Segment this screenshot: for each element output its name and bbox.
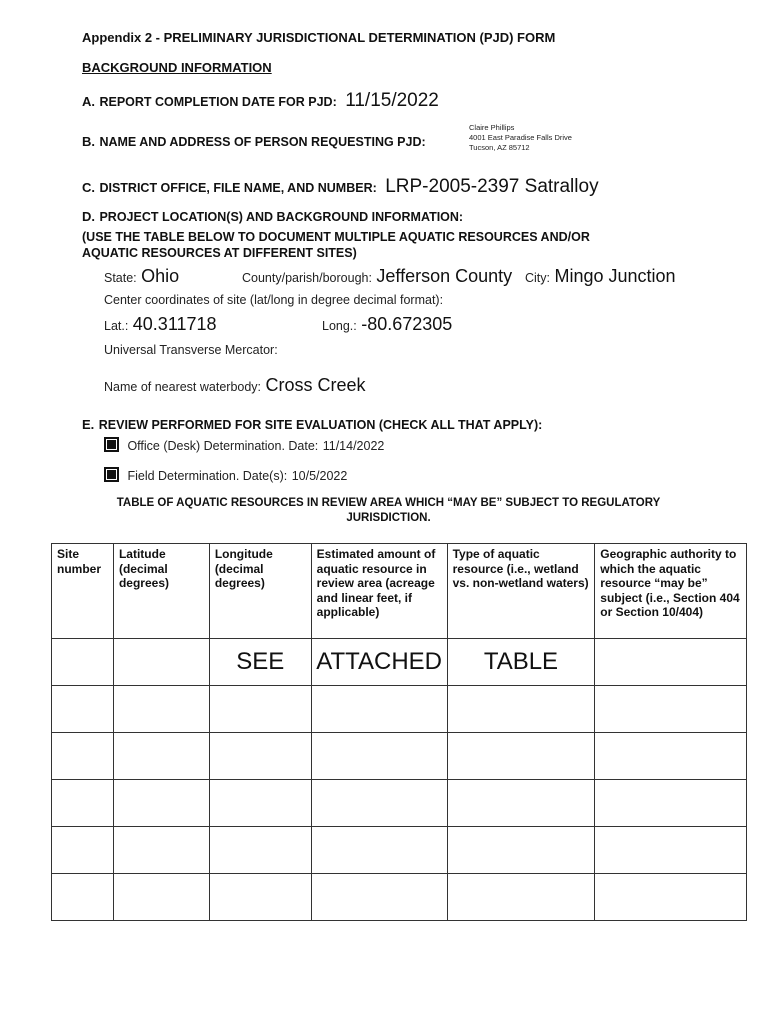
table-cell[interactable] [52, 733, 114, 780]
lat-label: Lat.: [104, 319, 129, 333]
table-cell[interactable] [52, 686, 114, 733]
table-cell[interactable] [595, 733, 747, 780]
table-cell[interactable] [595, 874, 747, 921]
section-d-note-line1: (USE THE TABLE BELOW TO DOCUMENT MULTIPLE AQUATIC RESOURCES AND/OR [82, 230, 590, 244]
section-c [82, 176, 599, 198]
table-row [52, 686, 747, 733]
table-cell[interactable]: TABLE [447, 639, 595, 686]
field-determination-row [104, 467, 347, 485]
state-label: State: [104, 271, 137, 285]
table-cell[interactable] [209, 780, 311, 827]
table-cell[interactable] [52, 639, 114, 686]
county-field[interactable]: Jefferson County [376, 266, 513, 286]
report-date-field[interactable]: 11/15/2022 [345, 90, 439, 111]
table-cell[interactable] [209, 874, 311, 921]
requester-name-address-field[interactable] [469, 123, 572, 153]
table-cell[interactable] [52, 874, 114, 921]
field-determination-checkbox[interactable] [104, 467, 119, 482]
lat-field[interactable]: 40.311718 [132, 314, 217, 334]
waterbody-field[interactable]: Cross Creek [265, 375, 366, 395]
table-title-line1: TABLE OF AQUATIC RESOURCES IN REVIEW AREA WHICH “MAY BE” SUBJECT TO REGULATORY [116, 497, 661, 509]
city-field[interactable]: Mingo Junction [554, 266, 676, 286]
table-cell[interactable] [311, 827, 447, 874]
table-cell[interactable] [311, 733, 447, 780]
requester-name: Claire Phillips [469, 123, 515, 132]
center-coordinates-label: Center coordinates of site (lat/long in degree decimal format): [104, 293, 444, 307]
office-determination-row [104, 437, 384, 455]
header-geographic-authority: Geographic authority to which the aquatic resource “may be” subject (i.e., Section 404 or Section 10/404) [595, 544, 747, 639]
header-site-number: Site number [52, 544, 114, 639]
header-latitude: Latitude (decimal degrees) [113, 544, 209, 639]
section-d-label: PROJECT LOCATION(S) AND BACKGROUND INFORMATION: [99, 210, 464, 224]
section-a-label: REPORT COMPLETION DATE FOR PJD: [99, 95, 337, 109]
requester-street: 4001 East Paradise Falls Drive [469, 133, 572, 142]
section-d [82, 208, 463, 226]
section-c-letter: C. [82, 180, 95, 195]
table-cell[interactable]: ATTACHED [311, 639, 447, 686]
waterbody-row [104, 375, 366, 396]
office-determination-label: Office (Desk) Determination. Date: [127, 439, 319, 453]
table-cell[interactable] [447, 686, 595, 733]
table-header-row [52, 544, 747, 639]
header-estimated-amount: Estimated amount of aquatic resource in review area (acreage and linear feet, if applicable) [311, 544, 447, 639]
table-row [52, 827, 747, 874]
table-cell[interactable] [311, 686, 447, 733]
table-cell[interactable] [113, 733, 209, 780]
table-cell[interactable] [209, 827, 311, 874]
table-row [52, 874, 747, 921]
county-row [242, 266, 512, 287]
district-file-field[interactable]: LRP-2005-2397 Satralloy [385, 176, 599, 197]
section-d-note-line2: AQUATIC RESOURCES AT DIFFERENT SITES) [82, 246, 357, 260]
section-b-label: NAME AND ADDRESS OF PERSON REQUESTING PJD: [99, 135, 426, 149]
table-title-line2: JURISDICTION. [346, 512, 431, 524]
table-cell[interactable] [595, 639, 747, 686]
office-determination-checkbox[interactable] [104, 437, 119, 452]
section-e-letter: E. [82, 417, 95, 432]
utm-label: Universal Transverse Mercator: [104, 343, 278, 357]
table-cell[interactable] [113, 874, 209, 921]
table-row [52, 733, 747, 780]
section-b [82, 133, 426, 151]
table-cell[interactable] [311, 780, 447, 827]
table-cell[interactable] [447, 780, 595, 827]
table-row [52, 639, 747, 686]
city-label: City: [525, 271, 550, 285]
section-e [82, 416, 542, 434]
section-d-letter: D. [82, 209, 95, 224]
table-row [52, 780, 747, 827]
table-cell[interactable] [447, 733, 595, 780]
table-title [51, 496, 726, 526]
state-row [104, 266, 179, 287]
lat-row [104, 314, 217, 335]
table-cell[interactable] [113, 827, 209, 874]
table-cell[interactable] [113, 639, 209, 686]
long-field[interactable]: -80.672305 [361, 314, 453, 334]
table-cell[interactable] [209, 686, 311, 733]
section-c-label: DISTRICT OFFICE, FILE NAME, AND NUMBER: [99, 181, 377, 195]
table-cell[interactable] [595, 827, 747, 874]
table-cell[interactable] [52, 827, 114, 874]
table-cell[interactable] [52, 780, 114, 827]
requester-city-line: Tucson, AZ 85712 [469, 143, 530, 152]
city-row [525, 266, 676, 287]
table-cell[interactable] [311, 874, 447, 921]
header-resource-type: Type of aquatic resource (i.e., wetland vs. non-wetland waters) [447, 544, 595, 639]
aquatic-resources-table [51, 543, 747, 921]
county-label: County/parish/borough: [242, 271, 372, 285]
section-b-letter: B. [82, 134, 95, 149]
header-longitude: Longitude (decimal degrees) [209, 544, 311, 639]
table-cell[interactable] [113, 780, 209, 827]
table-cell[interactable] [209, 733, 311, 780]
office-determination-date[interactable]: 11/14/2022 [322, 439, 385, 453]
field-determination-date[interactable]: 10/5/2022 [291, 469, 348, 483]
field-determination-label: Field Determination. Date(s): [127, 469, 288, 483]
background-heading: BACKGROUND INFORMATION [82, 60, 272, 75]
table-cell[interactable] [113, 686, 209, 733]
waterbody-label: Name of nearest waterbody: [104, 380, 262, 394]
section-e-label: REVIEW PERFORMED FOR SITE EVALUATION (CHECK ALL THAT APPLY): [98, 418, 543, 432]
table-cell[interactable] [447, 874, 595, 921]
table-cell[interactable] [595, 780, 747, 827]
table-cell[interactable] [595, 686, 747, 733]
section-a [82, 90, 439, 112]
long-row [322, 314, 452, 335]
form-title: Appendix 2 - PRELIMINARY JURISDICTIONAL DETERMINATION (PJD) FORM [82, 30, 556, 45]
table-cell[interactable]: SEE [209, 639, 311, 686]
long-label: Long.: [322, 319, 357, 333]
section-a-letter: A. [82, 94, 95, 109]
table-cell[interactable] [447, 827, 595, 874]
state-field[interactable]: Ohio [141, 266, 180, 286]
